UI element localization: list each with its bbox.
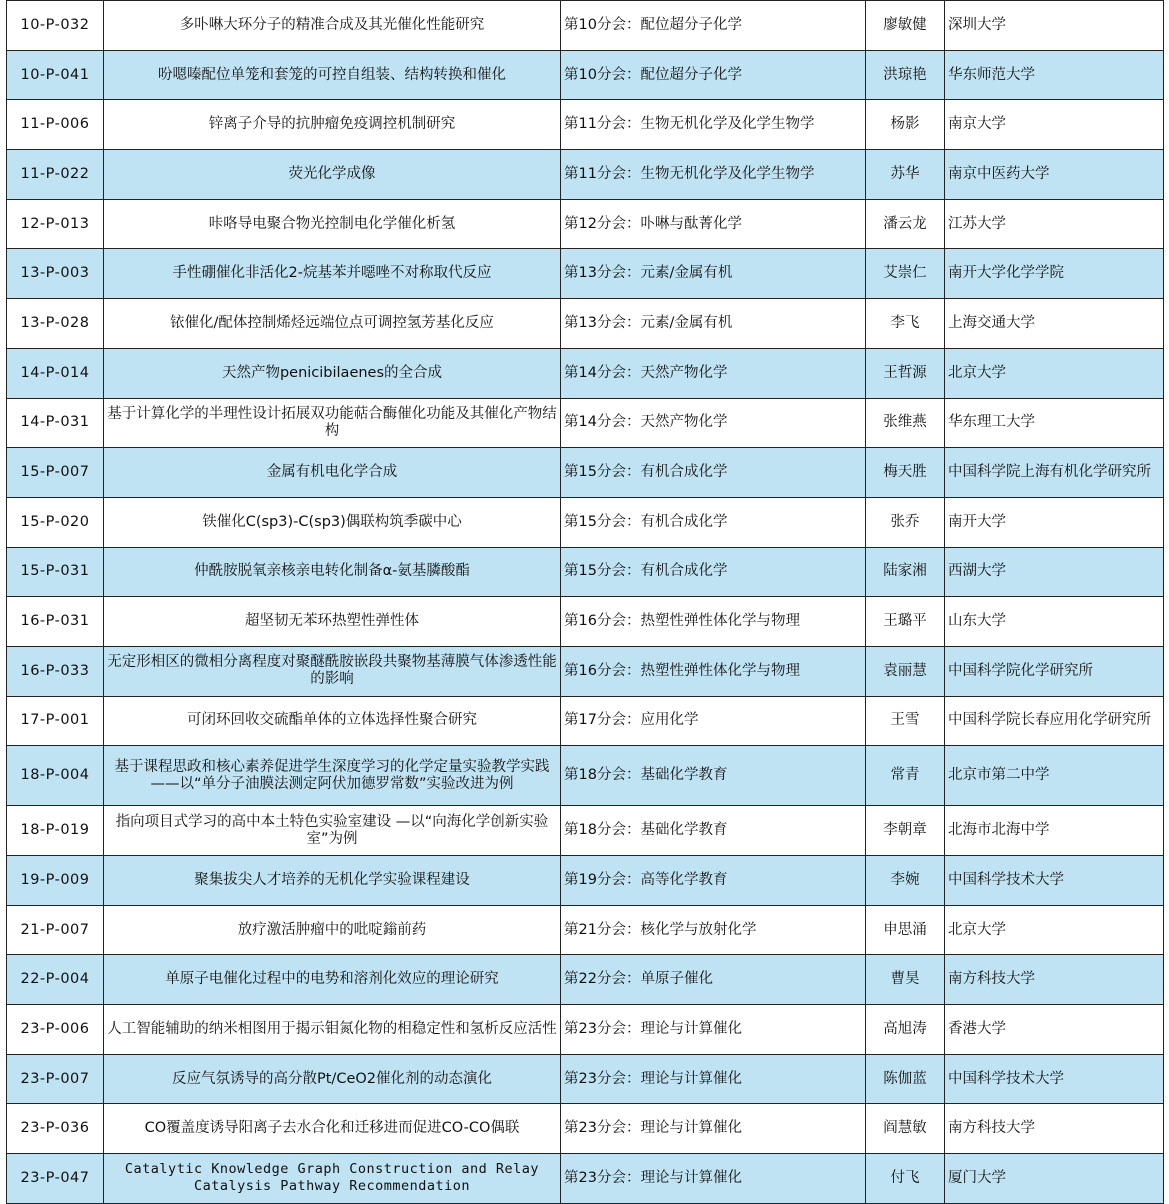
poster-title: CO覆盖度诱导阳离子去水合化和迁移进而促进CO-CO偶联 — [104, 1104, 561, 1154]
session-name: 第11分会：生物无机化学及化学生物学 — [561, 150, 866, 200]
table-row — [7, 249, 1164, 299]
poster-id: 11-P-022 — [7, 150, 104, 200]
poster-id: 14-P-031 — [7, 398, 104, 448]
poster-id: 23-P-007 — [7, 1054, 104, 1104]
session-name: 第23分会：理论与计算催化 — [561, 1104, 866, 1154]
author-name: 高旭涛 — [866, 1005, 945, 1055]
poster-title: 可闭环回收交硫酯单体的立体选择性聚合研究 — [104, 696, 561, 746]
author-name: 王雪 — [866, 696, 945, 746]
author-name: 王璐平 — [866, 597, 945, 647]
session-name: 第10分会：配位超分子化学 — [561, 50, 866, 100]
session-name: 第23分会：理论与计算催化 — [561, 1054, 866, 1104]
session-name: 第13分会：元素/金属有机 — [561, 299, 866, 349]
author-name: 袁丽慧 — [866, 646, 945, 696]
table-row — [7, 150, 1164, 200]
poster-title: 单原子电催化过程中的电势和溶剂化效应的理论研究 — [104, 955, 561, 1005]
table-row — [7, 646, 1164, 696]
author-name: 陈伽蓝 — [866, 1054, 945, 1104]
session-name: 第18分会：基础化学教育 — [561, 806, 866, 856]
poster-title: 超坚韧无苯环热塑性弹性体 — [104, 597, 561, 647]
poster-title: 基于课程思政和核心素养促进学生深度学习的化学定量实验教学实践——以“单分子油膜法测定阿伏加德罗常数”实验改进为例 — [104, 746, 561, 806]
poster-id: 18-P-019 — [7, 806, 104, 856]
table-row — [7, 955, 1164, 1005]
poster-title: 放疗激活肿瘤中的吡啶鎓前药 — [104, 905, 561, 955]
author-name: 杨影 — [866, 100, 945, 150]
poster-title: 基于计算化学的半理性设计拓展双功能萜合酶催化功能及其催化产物结构 — [104, 398, 561, 448]
poster-id: 13-P-003 — [7, 249, 104, 299]
poster-table-body — [7, 1, 1164, 1204]
author-name: 廖敏健 — [866, 1, 945, 51]
session-name: 第13分会：元素/金属有机 — [561, 249, 866, 299]
poster-title: 指向项目式学习的高中本土特色实验室建设 —以“向海化学创新实验室”为例 — [104, 806, 561, 856]
poster-title: 金属有机电化学合成 — [104, 448, 561, 498]
institution-name: 中国科学院长春应用化学研究所 — [945, 696, 1164, 746]
institution-name: 北海市北海中学 — [945, 806, 1164, 856]
poster-id: 15-P-020 — [7, 497, 104, 547]
table-row — [7, 1154, 1164, 1204]
poster-id: 19-P-009 — [7, 856, 104, 906]
session-name: 第12分会：卟啉与酞菁化学 — [561, 199, 866, 249]
table-row — [7, 1, 1164, 51]
poster-title: 咔咯导电聚合物光控制电化学催化析氢 — [104, 199, 561, 249]
poster-id: 11-P-006 — [7, 100, 104, 150]
session-name: 第16分会：热塑性弹性体化学与物理 — [561, 646, 866, 696]
table-row — [7, 1104, 1164, 1154]
table-row — [7, 746, 1164, 806]
author-name: 张维燕 — [866, 398, 945, 448]
table-row — [7, 856, 1164, 906]
poster-title: 反应气氛诱导的高分散Pt/CeO2催化剂的动态演化 — [104, 1054, 561, 1104]
poster-id: 13-P-028 — [7, 299, 104, 349]
poster-title: 仲酰胺脱氧亲核亲电转化制备α-氨基膦酸酯 — [104, 547, 561, 597]
poster-title: 手性硼催化非活化2-烷基苯并噁唑不对称取代反应 — [104, 249, 561, 299]
poster-id: 10-P-041 — [7, 50, 104, 100]
session-name: 第14分会：天然产物化学 — [561, 398, 866, 448]
poster-title: 多卟啉大环分子的精准合成及其光催化性能研究 — [104, 1, 561, 51]
author-name: 梅天胜 — [866, 448, 945, 498]
session-name: 第15分会：有机合成化学 — [561, 547, 866, 597]
table-row — [7, 348, 1164, 398]
poster-table — [6, 0, 1164, 1204]
author-name: 申思涌 — [866, 905, 945, 955]
poster-title: 荧光化学成像 — [104, 150, 561, 200]
table-row — [7, 547, 1164, 597]
table-row — [7, 806, 1164, 856]
session-name: 第11分会：生物无机化学及化学生物学 — [561, 100, 866, 150]
institution-name: 江苏大学 — [945, 199, 1164, 249]
poster-id: 17-P-001 — [7, 696, 104, 746]
session-name: 第10分会：配位超分子化学 — [561, 1, 866, 51]
institution-name: 中国科学技术大学 — [945, 1054, 1164, 1104]
table-row — [7, 199, 1164, 249]
poster-id: 23-P-047 — [7, 1154, 104, 1204]
table-row — [7, 597, 1164, 647]
institution-name: 南方科技大学 — [945, 1104, 1164, 1154]
session-name: 第23分会：理论与计算催化 — [561, 1005, 866, 1055]
poster-id: 22-P-004 — [7, 955, 104, 1005]
author-name: 曹昊 — [866, 955, 945, 1005]
institution-name: 西湖大学 — [945, 547, 1164, 597]
session-name: 第22分会：单原子催化 — [561, 955, 866, 1005]
poster-id: 15-P-007 — [7, 448, 104, 498]
author-name: 付飞 — [866, 1154, 945, 1204]
institution-name: 南开大学化学学院 — [945, 249, 1164, 299]
poster-id: 18-P-004 — [7, 746, 104, 806]
table-row — [7, 905, 1164, 955]
author-name: 王哲源 — [866, 348, 945, 398]
poster-title: 铁催化C(sp3)-C(sp3)偶联构筑季碳中心 — [104, 497, 561, 547]
session-name: 第23分会：理论与计算催化 — [561, 1154, 866, 1204]
poster-id: 23-P-036 — [7, 1104, 104, 1154]
table-row — [7, 696, 1164, 746]
institution-name: 香港大学 — [945, 1005, 1164, 1055]
institution-name: 南京大学 — [945, 100, 1164, 150]
poster-title: 无定形相区的微相分离程度对聚醚酰胺嵌段共聚物基薄膜气体渗透性能的影响 — [104, 646, 561, 696]
session-name: 第14分会：天然产物化学 — [561, 348, 866, 398]
author-name: 李飞 — [866, 299, 945, 349]
table-row — [7, 1005, 1164, 1055]
institution-name: 南京中医药大学 — [945, 150, 1164, 200]
poster-id: 16-P-031 — [7, 597, 104, 647]
institution-name: 中国科学院化学研究所 — [945, 646, 1164, 696]
institution-name: 北京大学 — [945, 905, 1164, 955]
poster-title: 铱催化/配体控制烯烃远端位点可调控氢芳基化反应 — [104, 299, 561, 349]
author-name: 阎慧敏 — [866, 1104, 945, 1154]
institution-name: 山东大学 — [945, 597, 1164, 647]
institution-name: 南方科技大学 — [945, 955, 1164, 1005]
institution-name: 中国科学院上海有机化学研究所 — [945, 448, 1164, 498]
poster-id: 21-P-007 — [7, 905, 104, 955]
institution-name: 华东师范大学 — [945, 50, 1164, 100]
table-row — [7, 398, 1164, 448]
institution-name: 厦门大学 — [945, 1154, 1164, 1204]
session-name: 第15分会：有机合成化学 — [561, 497, 866, 547]
institution-name: 深圳大学 — [945, 1, 1164, 51]
institution-name: 北京市第二中学 — [945, 746, 1164, 806]
poster-title: 人工智能辅助的纳米相图用于揭示钼氮化物的相稳定性和氢析反应活性 — [104, 1005, 561, 1055]
institution-name: 上海交通大学 — [945, 299, 1164, 349]
poster-id: 10-P-032 — [7, 1, 104, 51]
poster-id: 15-P-031 — [7, 547, 104, 597]
poster-title: 吩嗯嗪配位单笼和套笼的可控自组装、结构转换和催化 — [104, 50, 561, 100]
author-name: 李婉 — [866, 856, 945, 906]
institution-name: 北京大学 — [945, 348, 1164, 398]
author-name: 艾崇仁 — [866, 249, 945, 299]
session-name: 第19分会：高等化学教育 — [561, 856, 866, 906]
institution-name: 华东理工大学 — [945, 398, 1164, 448]
poster-id: 23-P-006 — [7, 1005, 104, 1055]
session-name: 第18分会：基础化学教育 — [561, 746, 866, 806]
session-name: 第17分会：应用化学 — [561, 696, 866, 746]
author-name: 常青 — [866, 746, 945, 806]
author-name: 张乔 — [866, 497, 945, 547]
author-name: 陆家湘 — [866, 547, 945, 597]
author-name: 李朝章 — [866, 806, 945, 856]
institution-name: 南开大学 — [945, 497, 1164, 547]
poster-id: 16-P-033 — [7, 646, 104, 696]
author-name: 洪琼艳 — [866, 50, 945, 100]
poster-title: 天然产物penicibilaenes的全合成 — [104, 348, 561, 398]
session-name: 第21分会：核化学与放射化学 — [561, 905, 866, 955]
poster-title: 锌离子介导的抗肿瘤免疫调控机制研究 — [104, 100, 561, 150]
table-row — [7, 1054, 1164, 1104]
institution-name: 中国科学技术大学 — [945, 856, 1164, 906]
poster-title: Catalytic Knowledge Graph Construction and Relay Catalysis Pathway Recommendation — [104, 1154, 561, 1204]
table-row — [7, 299, 1164, 349]
session-name: 第15分会：有机合成化学 — [561, 448, 866, 498]
session-name: 第16分会：热塑性弹性体化学与物理 — [561, 597, 866, 647]
poster-title: 聚集拔尖人才培养的无机化学实验课程建设 — [104, 856, 561, 906]
author-name: 苏华 — [866, 150, 945, 200]
poster-id: 12-P-013 — [7, 199, 104, 249]
table-row — [7, 448, 1164, 498]
author-name: 潘云龙 — [866, 199, 945, 249]
table-row — [7, 497, 1164, 547]
poster-id: 14-P-014 — [7, 348, 104, 398]
table-row — [7, 50, 1164, 100]
table-row — [7, 100, 1164, 150]
